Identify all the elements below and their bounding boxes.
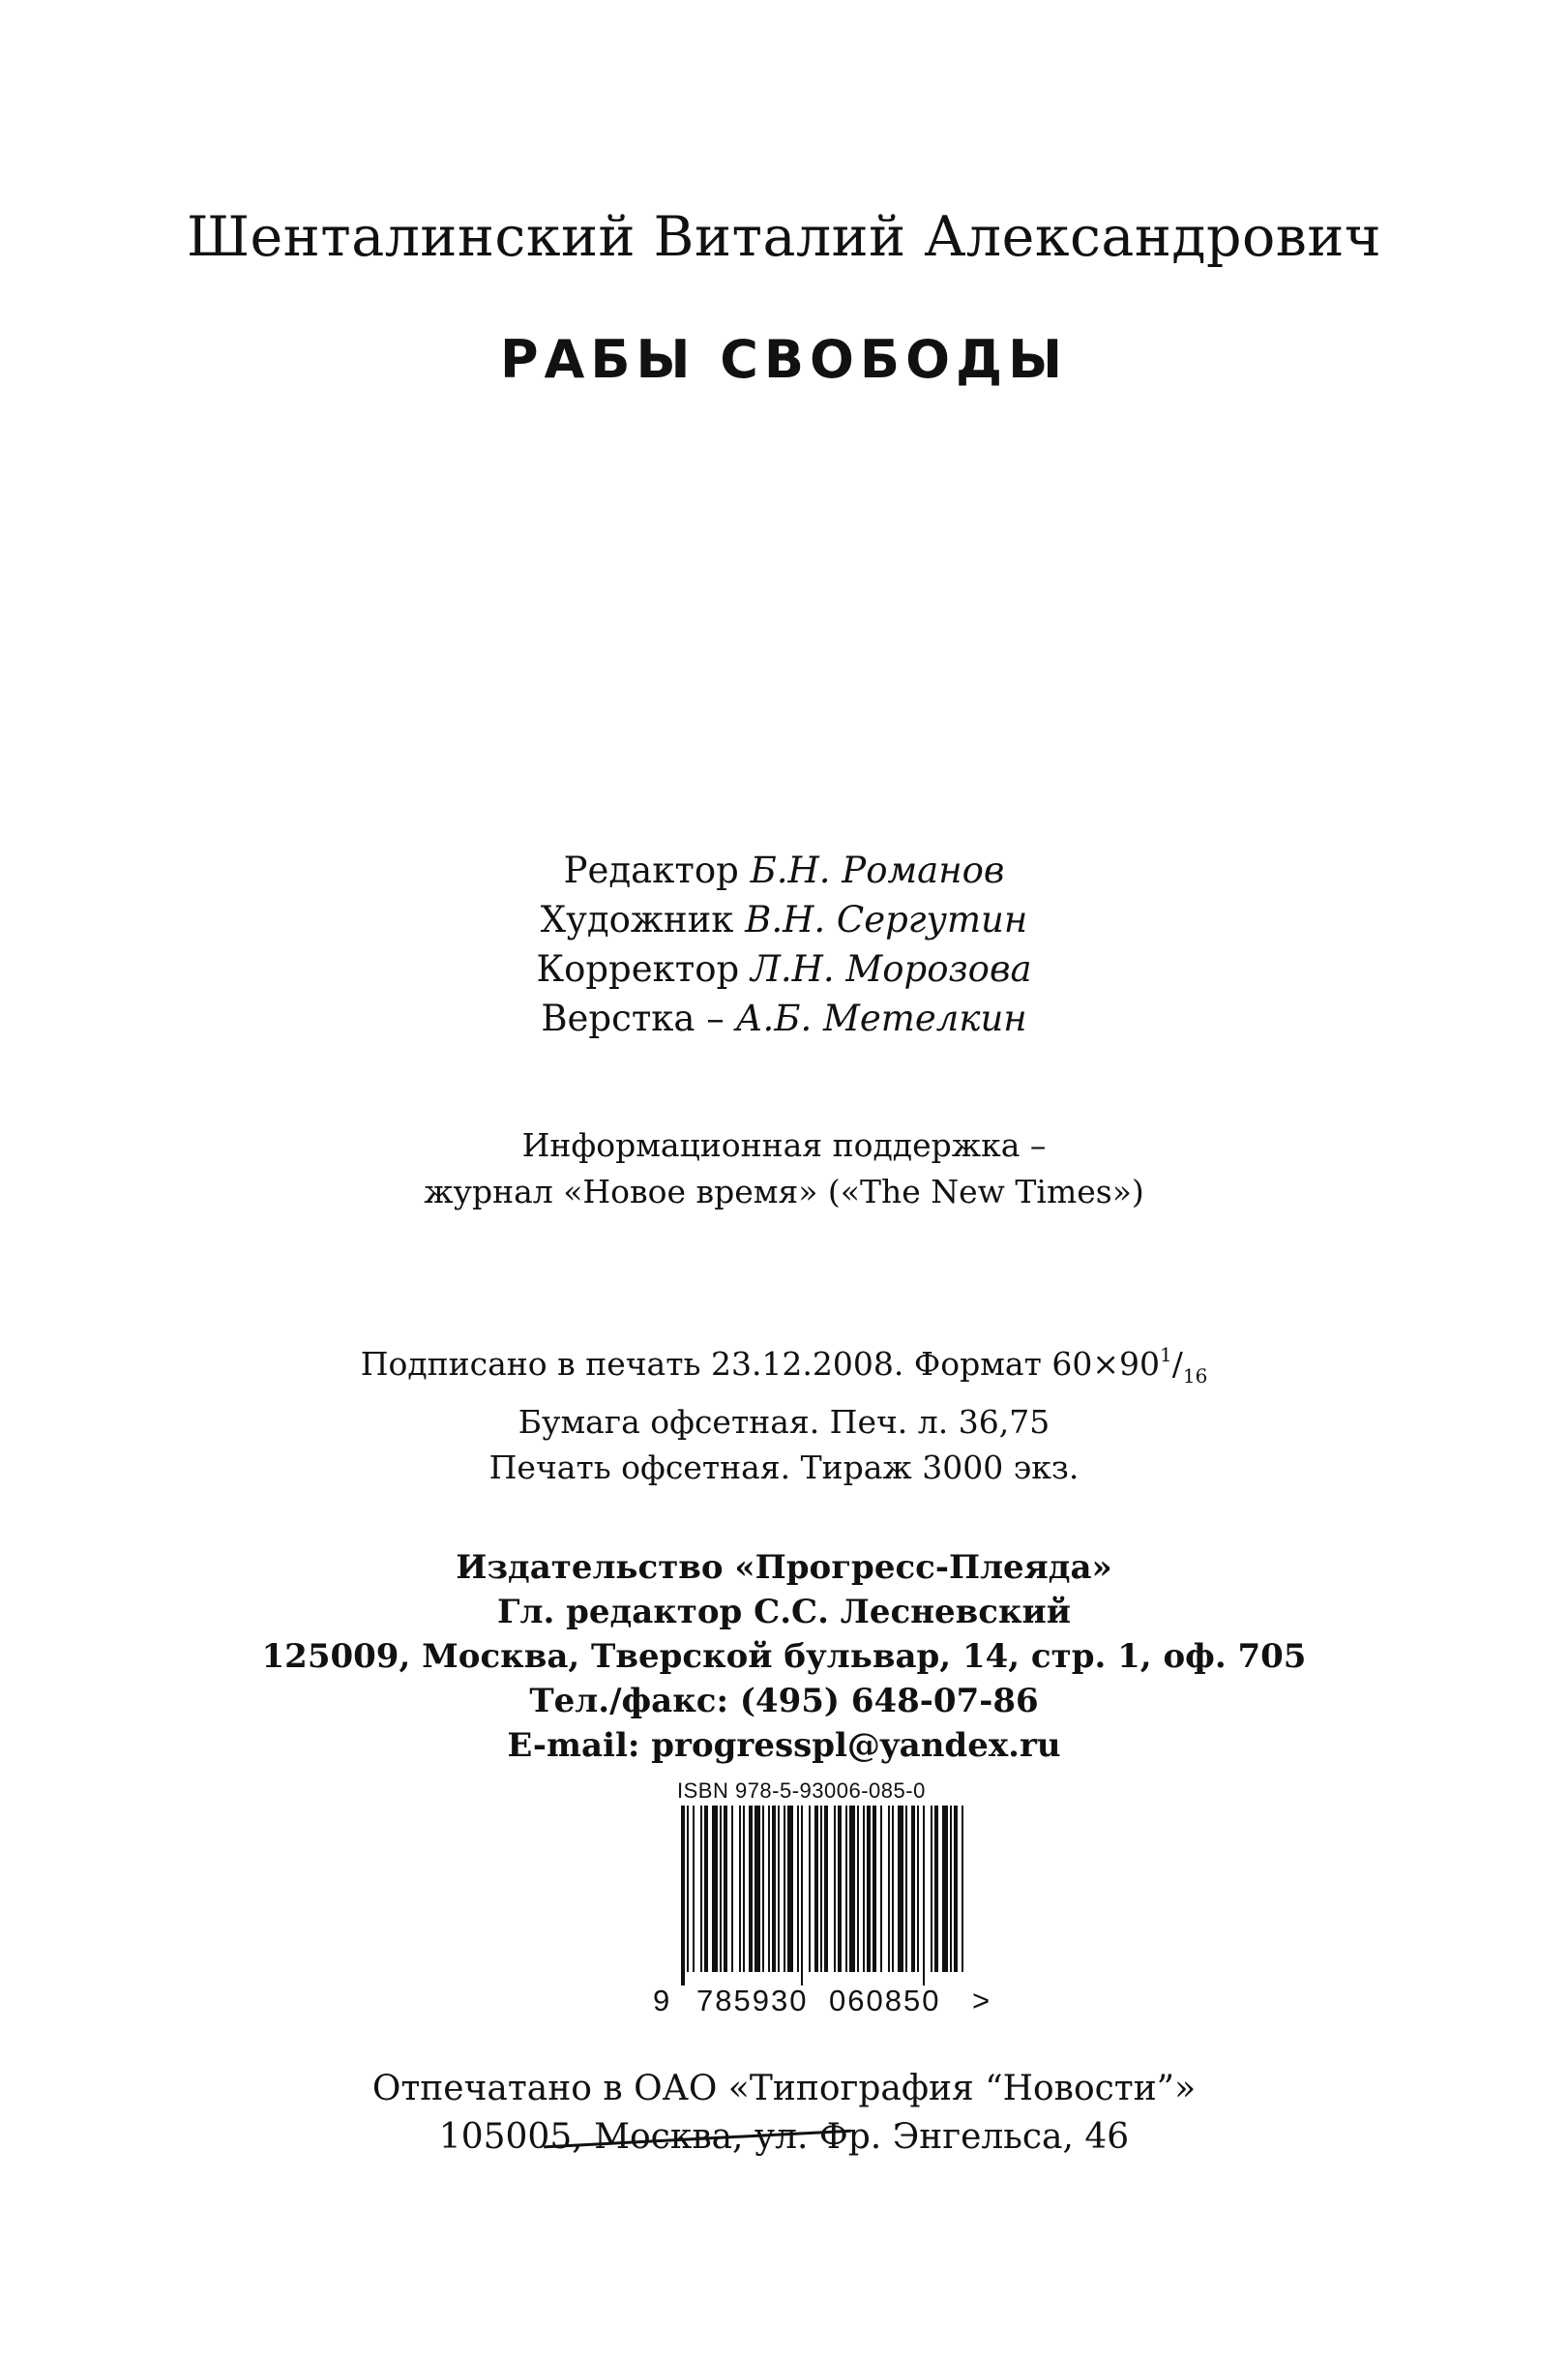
printer-line2 xyxy=(0,2113,1568,2162)
credit-person: А.Б. Метелкин xyxy=(735,998,1027,1039)
format-sub: 16 xyxy=(1182,1364,1208,1388)
barcode-bar xyxy=(724,1806,727,1972)
credit-role: Художник xyxy=(540,899,734,941)
barcode-bar xyxy=(849,1806,855,1972)
credit-person: В.Н. Сергутин xyxy=(745,899,1028,941)
credit-person: Л.Н. Морозова xyxy=(750,948,1032,990)
credit-proofreader xyxy=(0,944,1568,994)
barcode-bar xyxy=(787,1806,793,1972)
print-date-text: Подписано в печать 23.12.2008. Формат 60×90 xyxy=(360,1345,1160,1383)
barcode-bar xyxy=(845,1806,847,1972)
barcode-bar xyxy=(867,1806,871,1972)
format-slash: / xyxy=(1171,1345,1183,1383)
barcode-bar xyxy=(687,1806,689,1972)
barcode-bar xyxy=(797,1806,799,1972)
isbn-first-digit: 9 xyxy=(653,1984,670,2017)
barcode-bar xyxy=(814,1806,818,1972)
info-support-line1: Информационная поддержка – xyxy=(521,1126,1047,1164)
barcode-bar xyxy=(838,1806,842,1972)
credit-layout xyxy=(0,994,1568,1043)
publisher-email: E-mail: progresspl@yandex.ru xyxy=(507,1726,1061,1765)
barcode-bar xyxy=(809,1806,811,1972)
printer-street: р. Энгельса, 46 xyxy=(847,2117,1130,2157)
barcode-bar xyxy=(772,1806,776,1972)
barcode-bar xyxy=(754,1806,760,1972)
barcode-bar xyxy=(873,1806,876,1972)
barcode-bar xyxy=(863,1806,865,1972)
credit-role: Редактор xyxy=(563,850,739,891)
barcode-bar xyxy=(731,1806,733,1972)
paper-info: Бумага офсетная. Печ. л. 36,75 xyxy=(518,1403,1050,1441)
barcode-bar xyxy=(857,1806,859,1972)
barcode-bar xyxy=(712,1806,718,1972)
publisher-block xyxy=(0,1545,1568,1768)
barcode-bar xyxy=(749,1806,753,1972)
barcode-bar xyxy=(880,1806,882,1972)
barcode-bar xyxy=(784,1806,785,1972)
barcode-bar xyxy=(778,1806,780,1972)
barcode-bar xyxy=(693,1806,695,1972)
barcode-icon xyxy=(677,1806,967,1986)
barcode-bar xyxy=(931,1806,932,1972)
credit-person: Б.Н. Романов xyxy=(750,850,1005,891)
print-run: Печать офсетная. Тираж 3000 экз. xyxy=(488,1448,1080,1486)
barcode-bar xyxy=(704,1806,708,1972)
printer-line1: Отпечатано в ОАО «Типография “Новости”» xyxy=(371,2069,1197,2108)
print-date-format xyxy=(0,1332,1568,1399)
barcode-bar xyxy=(768,1806,770,1972)
isbn-right-group: 060850 xyxy=(829,1984,941,2017)
barcode-bar xyxy=(934,1806,938,1972)
isbn-left-group: 785930 xyxy=(696,1984,809,2017)
credits-block xyxy=(0,846,1568,1043)
barcode-bar xyxy=(700,1806,702,1972)
barcode-bar xyxy=(892,1806,894,1972)
publisher-name: Издательство «Прогресс-Плеяда» xyxy=(456,1548,1112,1587)
barcode-bar xyxy=(888,1806,890,1972)
barcode-bar xyxy=(923,1806,925,1986)
barcode-bar xyxy=(942,1806,948,1972)
barcode-bar xyxy=(681,1806,685,1986)
info-support-block xyxy=(0,1122,1568,1215)
barcode-bar xyxy=(917,1806,919,1972)
barcode-bar xyxy=(820,1806,822,1972)
barcode-bar xyxy=(911,1806,915,1972)
credit-editor xyxy=(0,846,1568,895)
info-support-line2: журнал «Новое время» («The New Times») xyxy=(424,1173,1144,1210)
barcode-bar xyxy=(824,1806,828,1972)
isbn-label: ISBN 978-5-93006-085-0 xyxy=(677,1778,926,1803)
barcode-bar xyxy=(720,1806,722,1972)
credit-role: Корректор xyxy=(536,948,740,990)
barcode-bar xyxy=(743,1806,745,1972)
barcode-bar xyxy=(950,1806,952,1972)
barcode-bar xyxy=(739,1806,741,1972)
barcode-bar xyxy=(801,1806,803,1986)
isbn-digits xyxy=(653,1984,1001,2018)
publisher-phone: Тел./факс: (495) 648-07-86 xyxy=(529,1682,1039,1720)
publisher-address: 125009, Москва, Тверской бульвар, 14, стр. 1, оф. 705 xyxy=(261,1637,1307,1676)
isbn-arrow: > xyxy=(972,1984,991,2017)
printer-postcode: 10500 xyxy=(438,2117,550,2157)
publisher-chief-editor: Гл. редактор С.С. Лесневский xyxy=(497,1593,1071,1631)
format-sup: 1 xyxy=(1159,1343,1172,1366)
barcode-bar xyxy=(898,1806,903,1972)
barcode-bar xyxy=(834,1806,836,1972)
struck-address: 5, Москва, ул. Ф xyxy=(549,2117,848,2157)
barcode-bar xyxy=(905,1806,907,1972)
printer-block xyxy=(0,2065,1568,2162)
book-title: РАБЫ СВОБОДЫ xyxy=(499,329,1069,390)
print-specs-block xyxy=(0,1332,1568,1490)
barcode-bar xyxy=(954,1806,958,1972)
barcode-bar xyxy=(762,1806,764,1972)
credit-role: Верстка – xyxy=(541,998,725,1039)
barcode-bar xyxy=(962,1806,963,1972)
author-name: Шенталинский Виталий Александрович xyxy=(186,205,1382,269)
credit-artist xyxy=(0,895,1568,944)
